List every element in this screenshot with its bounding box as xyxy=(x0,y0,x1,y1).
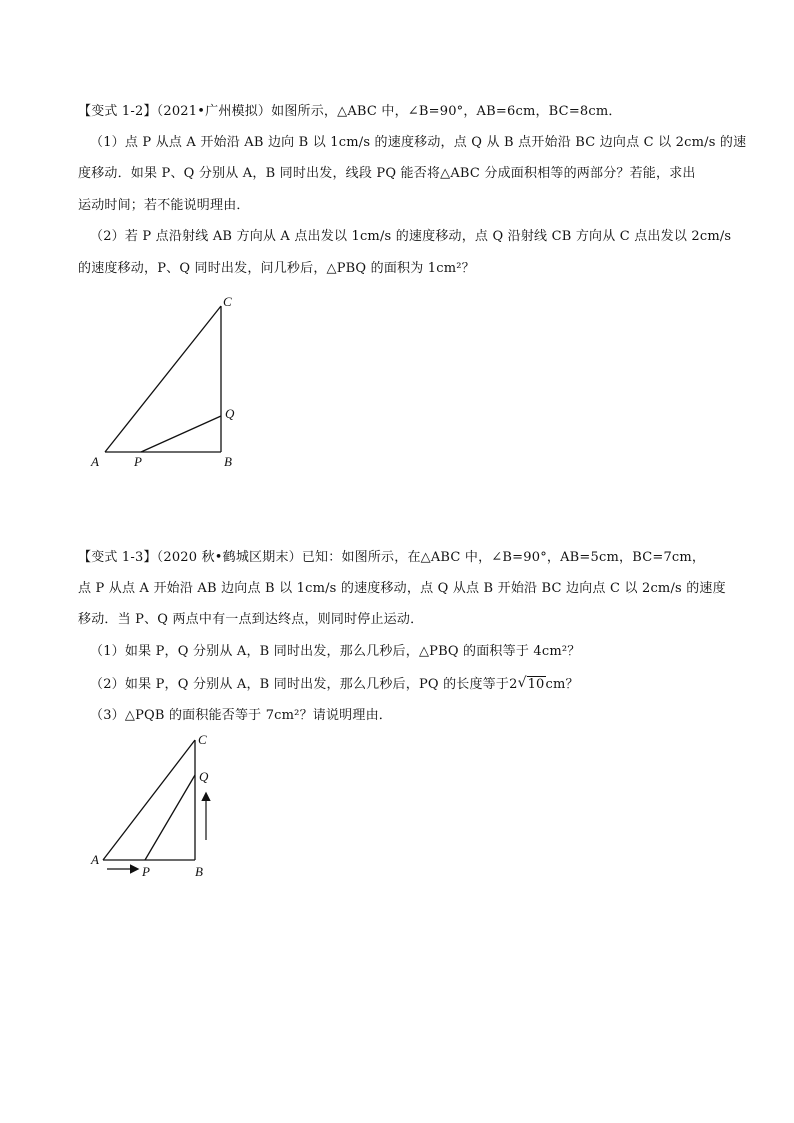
segment-pq xyxy=(141,416,221,452)
problem2-figure xyxy=(85,730,235,880)
question2-prefix: （2）如果 P，Q 分别从 A，B 同时出发，那么几秒后，PQ 的长度等于 xyxy=(90,677,510,692)
problem1-part1-line1: （1）点 P 从点 A 开始沿 AB 边向 B 以 1cm/s 的速度移动，点 Q 从 B 点开始沿 BC 边向点 C 以 2cm/s 的速 xyxy=(90,135,747,150)
problem2-line3: 移动．当 P、Q 两点中有一点到达终点，则同时停止运动． xyxy=(78,612,424,627)
label-p: P xyxy=(134,454,142,469)
segment-pq xyxy=(145,775,195,860)
sqrt-symbol: √ 10 xyxy=(517,675,545,692)
problem1-part2-line2: 的速度移动，P、Q 同时出发，问几秒后，△PBQ 的面积为 1cm²？ xyxy=(78,261,475,276)
problem1-part1-line2: 度移动．如果 P、Q 分别从 A，B 同时出发，线段 PQ 能否将△ABC 分成面积相等的两部分？若能，求出 xyxy=(78,166,696,181)
question2-coefficient: 2 xyxy=(509,677,518,692)
label-p: P xyxy=(142,864,150,879)
problem2-question3: （3）△PQB 的面积能否等于 7cm²？请说明理由． xyxy=(90,708,392,723)
label-a: A xyxy=(91,852,99,867)
problem1-header: 【变式 1-2】（2021•广州模拟）如图所示，△ABC 中，∠B=90°，AB=6cm，BC=8cm． xyxy=(78,104,622,119)
label-a: A xyxy=(91,454,99,469)
side-ac xyxy=(105,306,221,452)
problem1-part2-line1: （2）若 P 点沿射线 AB 方向从 A 点出发以 1cm/s 的速度移动，点 Q 沿射线 CB 方向从 C 点出发以 2cm/s xyxy=(90,229,732,244)
label-c: C xyxy=(223,294,232,309)
side-ac xyxy=(103,740,195,860)
label-b: B xyxy=(195,864,203,879)
question2-suffix: cm？ xyxy=(545,677,579,692)
problem2-question1: （1）如果 P，Q 分别从 A，B 同时出发，那么几秒后，△PBQ 的面积等于 4cm²？ xyxy=(90,644,581,659)
problem2-header: 【变式 1-3】（2020 秋•鹤城区期末）已知：如图所示，在△ABC 中，∠B=90°，AB=5cm，BC=7cm， xyxy=(78,550,706,565)
problem1-figure xyxy=(85,290,255,480)
label-c: C xyxy=(198,732,207,747)
question2-radicand: 10 xyxy=(527,677,545,692)
label-q: Q xyxy=(199,769,209,784)
label-q: Q xyxy=(225,406,235,421)
label-b: B xyxy=(224,454,232,469)
problem1-part1-line3: 运动时间；若不能说明理由． xyxy=(78,198,250,213)
problem2-line2: 点 P 从点 A 开始沿 AB 边向点 B 以 1cm/s 的速度移动，点 Q 从点 B 开始沿 BC 边向点 C 以 2cm/s 的速度 xyxy=(78,581,726,596)
problem2-question2 xyxy=(90,676,579,693)
